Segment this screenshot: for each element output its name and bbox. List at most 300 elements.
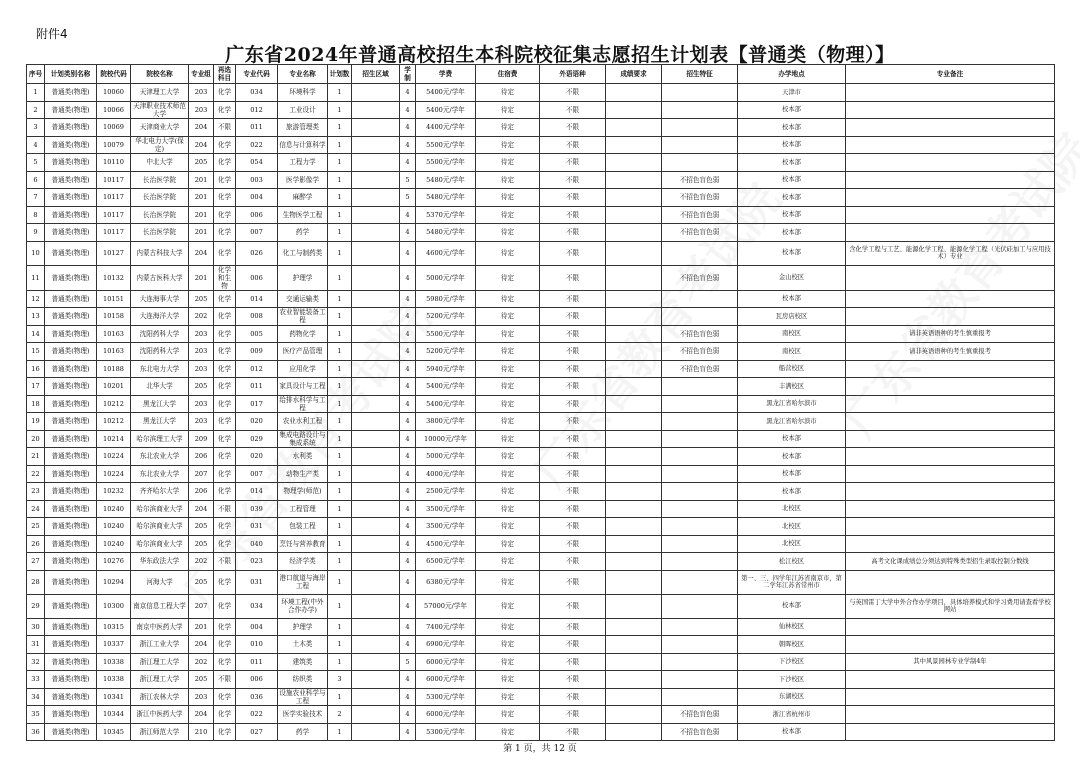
table-cell: 040 bbox=[236, 535, 278, 553]
table-row bbox=[27, 224, 1055, 242]
table-cell: 医学实验技术 bbox=[278, 706, 328, 724]
table-cell: 烹饪与营养教育 bbox=[278, 535, 328, 553]
table-cell bbox=[606, 360, 662, 378]
table-cell: 建筑类 bbox=[278, 653, 328, 671]
table-row bbox=[27, 308, 1055, 326]
table-cell: 校本部 bbox=[738, 594, 846, 618]
table-cell: 东北农业大学 bbox=[131, 448, 189, 466]
table-cell: 东北电力大学 bbox=[131, 360, 189, 378]
table-cell: 护理学 bbox=[278, 618, 328, 636]
table-cell: 北校区 bbox=[738, 518, 846, 536]
table-cell: 普通类(物理) bbox=[45, 395, 97, 413]
table-cell: 不限 bbox=[540, 343, 606, 361]
table-row bbox=[27, 171, 1055, 189]
table-cell bbox=[606, 570, 662, 594]
table-cell: 不限 bbox=[540, 553, 606, 571]
table-cell: 027 bbox=[236, 723, 278, 741]
table-cell: 纺织类 bbox=[278, 671, 328, 689]
table-cell: 经济学类 bbox=[278, 553, 328, 571]
table-cell: 不限 bbox=[540, 570, 606, 594]
table-cell: 校本部 bbox=[738, 119, 846, 137]
table-cell: 瓦房店校区 bbox=[738, 308, 846, 326]
table-cell: 待定 bbox=[476, 395, 540, 413]
table-cell bbox=[606, 723, 662, 741]
table-cell: 普通类(物理) bbox=[45, 653, 97, 671]
table-cell: 4 bbox=[400, 594, 416, 618]
table-cell: 不限 bbox=[214, 500, 236, 518]
table-cell bbox=[662, 413, 738, 431]
table-row bbox=[27, 101, 1055, 119]
table-cell: 化工与制药类 bbox=[278, 241, 328, 265]
table-cell: 化学 bbox=[214, 465, 236, 483]
table-cell: 1 bbox=[328, 653, 352, 671]
table-cell: 普通类(物理) bbox=[45, 154, 97, 172]
table-cell: 14 bbox=[27, 325, 45, 343]
table-cell: 020 bbox=[236, 448, 278, 466]
column-header: 再选科目 bbox=[214, 65, 236, 84]
table-cell: 不招色盲色弱 bbox=[662, 706, 738, 724]
table-cell: 5500元/学年 bbox=[416, 154, 476, 172]
table-cell: 204 bbox=[189, 706, 214, 724]
table-cell: 005 bbox=[236, 325, 278, 343]
table-cell: 土木类 bbox=[278, 636, 328, 654]
table-cell bbox=[606, 706, 662, 724]
table-cell: 待定 bbox=[476, 136, 540, 154]
table-cell: 哈尔滨商业大学 bbox=[131, 500, 189, 518]
table-cell: 10132 bbox=[97, 265, 131, 290]
table-cell: 普通类(物理) bbox=[45, 308, 97, 326]
table-cell: 校本部 bbox=[738, 224, 846, 242]
table-cell: 天津市 bbox=[738, 84, 846, 102]
table-cell bbox=[352, 594, 400, 618]
table-cell: 4 bbox=[400, 343, 416, 361]
table-cell: 水利类 bbox=[278, 448, 328, 466]
table-cell: 4 bbox=[400, 430, 416, 448]
table-cell: 30 bbox=[27, 618, 45, 636]
table-cell bbox=[662, 84, 738, 102]
table-cell: 药学 bbox=[278, 224, 328, 242]
table-cell bbox=[352, 465, 400, 483]
table-cell: 10338 bbox=[97, 653, 131, 671]
table-row bbox=[27, 206, 1055, 224]
table-cell bbox=[352, 636, 400, 654]
table-cell: 003 bbox=[236, 171, 278, 189]
table-cell: 不限 bbox=[540, 395, 606, 413]
table-cell: 普通类(物理) bbox=[45, 360, 97, 378]
table-cell: 204 bbox=[189, 500, 214, 518]
table-cell: 普通类(物理) bbox=[45, 189, 97, 207]
table-cell: 待定 bbox=[476, 448, 540, 466]
table-cell: 205 bbox=[189, 290, 214, 308]
table-cell bbox=[352, 483, 400, 501]
table-cell bbox=[662, 101, 738, 119]
table-cell bbox=[352, 84, 400, 102]
table-cell: 华东政法大学 bbox=[131, 553, 189, 571]
table-cell: 1 bbox=[328, 483, 352, 501]
table-cell bbox=[846, 171, 1055, 189]
table-cell: 船营校区 bbox=[738, 360, 846, 378]
table-cell: 2500元/学年 bbox=[416, 483, 476, 501]
table-cell: 19 bbox=[27, 413, 45, 431]
table-cell: 普通类(物理) bbox=[45, 84, 97, 102]
table-cell: 4 bbox=[400, 413, 416, 431]
table-cell: 普通类(物理) bbox=[45, 206, 97, 224]
table-cell: 请非英语语种的考生慎重报考 bbox=[846, 325, 1055, 343]
table-cell: 待定 bbox=[476, 171, 540, 189]
table-cell: 202 bbox=[189, 653, 214, 671]
table-cell: 4 bbox=[400, 636, 416, 654]
table-cell: 1 bbox=[328, 154, 352, 172]
table-cell: 10345 bbox=[97, 723, 131, 741]
table-cell: 校本部 bbox=[738, 206, 846, 224]
table-cell: 交通运输类 bbox=[278, 290, 328, 308]
table-cell: 1 bbox=[328, 360, 352, 378]
table-cell bbox=[662, 594, 738, 618]
table-cell: 普通类(物理) bbox=[45, 723, 97, 741]
table-cell: 4 bbox=[400, 241, 416, 265]
table-cell: 34 bbox=[27, 688, 45, 706]
table-cell: 不招色盲色弱 bbox=[662, 325, 738, 343]
table-cell: 麻醉学 bbox=[278, 189, 328, 207]
table-cell: 204 bbox=[189, 119, 214, 137]
table-cell: 204 bbox=[189, 241, 214, 265]
table-cell: 10341 bbox=[97, 688, 131, 706]
table-cell bbox=[846, 101, 1055, 119]
table-cell: 5000元/学年 bbox=[416, 265, 476, 290]
table-cell: 12 bbox=[27, 290, 45, 308]
table-cell: 待定 bbox=[476, 688, 540, 706]
table-cell bbox=[352, 154, 400, 172]
table-cell: 朝晖校区 bbox=[738, 636, 846, 654]
column-header: 专业代码 bbox=[236, 65, 278, 84]
table-cell: 1 bbox=[328, 290, 352, 308]
table-cell: 化学 bbox=[214, 570, 236, 594]
table-cell: 哈尔滨商业大学 bbox=[131, 535, 189, 553]
table-cell: 5400元/学年 bbox=[416, 378, 476, 396]
table-cell: 4 bbox=[400, 136, 416, 154]
table-cell bbox=[352, 518, 400, 536]
table-cell: 工业设计 bbox=[278, 101, 328, 119]
table-cell: 化学 bbox=[214, 343, 236, 361]
table-cell bbox=[606, 84, 662, 102]
table-cell: 不限 bbox=[540, 84, 606, 102]
table-cell: 207 bbox=[189, 594, 214, 618]
table-cell: 5480元/学年 bbox=[416, 171, 476, 189]
table-cell: 031 bbox=[236, 570, 278, 594]
table-cell: 4600元/学年 bbox=[416, 241, 476, 265]
table-cell: 不限 bbox=[540, 360, 606, 378]
table-cell: 4 bbox=[400, 706, 416, 724]
table-cell: 不限 bbox=[540, 119, 606, 137]
table-cell: 动物生产类 bbox=[278, 465, 328, 483]
table-cell: 6000元/学年 bbox=[416, 653, 476, 671]
table-cell: 205 bbox=[189, 154, 214, 172]
table-cell: 中北大学 bbox=[131, 154, 189, 172]
table-cell: 化学 bbox=[214, 378, 236, 396]
table-cell: 10276 bbox=[97, 553, 131, 571]
table-cell: 待定 bbox=[476, 265, 540, 290]
table-cell: 4 bbox=[400, 553, 416, 571]
table-cell: 6 bbox=[27, 171, 45, 189]
table-cell bbox=[846, 618, 1055, 636]
table-cell: 6000元/学年 bbox=[416, 671, 476, 689]
table-cell: 4 bbox=[400, 535, 416, 553]
table-cell: 不招色盲色弱 bbox=[662, 189, 738, 207]
attachment-label: 附件4 bbox=[36, 27, 68, 41]
table-cell: 57000元/学年 bbox=[416, 594, 476, 618]
table-cell: 011 bbox=[236, 119, 278, 137]
table-cell: 10151 bbox=[97, 290, 131, 308]
table-cell: 4 bbox=[27, 136, 45, 154]
table-cell bbox=[846, 136, 1055, 154]
table-cell: 南京中医药大学 bbox=[131, 618, 189, 636]
table-cell bbox=[606, 308, 662, 326]
table-row bbox=[27, 706, 1055, 724]
table-cell bbox=[662, 395, 738, 413]
table-cell: 设施农业科学与工程 bbox=[279, 688, 326, 705]
table-cell: 哈尔滨理工大学 bbox=[131, 430, 189, 448]
table-cell bbox=[846, 636, 1055, 654]
column-header: 计划数 bbox=[328, 65, 352, 84]
table-cell: 022 bbox=[236, 706, 278, 724]
table-cell: 不限 bbox=[540, 189, 606, 207]
table-cell: 205 bbox=[189, 518, 214, 536]
table-cell: 17 bbox=[27, 378, 45, 396]
table-cell bbox=[352, 653, 400, 671]
table-cell bbox=[352, 171, 400, 189]
table-cell: 环境工程(中外合作办学) bbox=[278, 594, 328, 618]
table-cell: 205 bbox=[189, 570, 214, 594]
table-cell: 10315 bbox=[97, 618, 131, 636]
table-cell: 不限 bbox=[214, 671, 236, 689]
table-cell: 28 bbox=[27, 570, 45, 594]
table-cell: 含化学工程与工艺、能源化学工程、能源化学工程（光伏硅加工与应用技术）专业 bbox=[846, 241, 1055, 265]
table-cell: 不限 bbox=[540, 378, 606, 396]
table-cell: 10000元/学年 bbox=[416, 430, 476, 448]
table-cell: 022 bbox=[236, 136, 278, 154]
table-cell: 内蒙古医科大学 bbox=[131, 265, 189, 290]
table-cell: 4 bbox=[400, 265, 416, 290]
table-cell: 21 bbox=[27, 448, 45, 466]
table-cell: 待定 bbox=[476, 570, 540, 594]
table-cell: 5 bbox=[400, 171, 416, 189]
table-cell: 化学 bbox=[214, 360, 236, 378]
table-cell: 普通类(物理) bbox=[45, 535, 97, 553]
table-cell: 201 bbox=[189, 171, 214, 189]
table-cell: 204 bbox=[189, 636, 214, 654]
table-cell: 10117 bbox=[97, 171, 131, 189]
table-cell: 普通类(物理) bbox=[45, 265, 97, 290]
table-cell: 2 bbox=[328, 706, 352, 724]
table-cell: 201 bbox=[189, 224, 214, 242]
table-cell: 松江校区 bbox=[738, 553, 846, 571]
table-cell: 1 bbox=[328, 171, 352, 189]
table-cell bbox=[846, 308, 1055, 326]
table-cell bbox=[606, 154, 662, 172]
table-cell: 10127 bbox=[97, 241, 131, 265]
table-cell bbox=[662, 136, 738, 154]
table-cell bbox=[606, 636, 662, 654]
table-cell: 不限 bbox=[540, 136, 606, 154]
table-cell: 4 bbox=[400, 671, 416, 689]
table-cell: 7 bbox=[27, 189, 45, 207]
table-cell: 化学 bbox=[214, 136, 236, 154]
table-cell: 1 bbox=[328, 636, 352, 654]
table-cell bbox=[606, 535, 662, 553]
table-cell bbox=[352, 101, 400, 119]
table-cell: 长治医学院 bbox=[131, 171, 189, 189]
table-row bbox=[27, 723, 1055, 741]
table-cell: 待定 bbox=[476, 343, 540, 361]
table-cell: 26 bbox=[27, 535, 45, 553]
table-cell: 待定 bbox=[476, 706, 540, 724]
table-cell: 006 bbox=[236, 265, 278, 290]
table-cell: 10 bbox=[27, 241, 45, 265]
table-cell: 4 bbox=[400, 618, 416, 636]
table-cell: 不限 bbox=[540, 448, 606, 466]
table-cell: 化学 bbox=[214, 448, 236, 466]
table-cell bbox=[606, 378, 662, 396]
table-cell: 4 bbox=[400, 483, 416, 501]
table-header-row bbox=[27, 65, 1055, 84]
table-cell: 普通类(物理) bbox=[45, 290, 97, 308]
table-cell: 5000元/学年 bbox=[416, 448, 476, 466]
table-cell: 13 bbox=[27, 308, 45, 326]
table-cell: 1 bbox=[328, 688, 352, 706]
table-cell: 5200元/学年 bbox=[416, 343, 476, 361]
table-cell: 北校区 bbox=[738, 535, 846, 553]
table-cell: 205 bbox=[189, 535, 214, 553]
table-cell: 026 bbox=[236, 241, 278, 265]
table-cell: 待定 bbox=[476, 206, 540, 224]
table-cell: 待定 bbox=[476, 553, 540, 571]
table-cell: 不限 bbox=[540, 308, 606, 326]
table-cell: 6380元/学年 bbox=[416, 570, 476, 594]
table-cell: 10294 bbox=[97, 570, 131, 594]
table-cell bbox=[352, 224, 400, 242]
table-cell: 205 bbox=[189, 671, 214, 689]
table-cell: 不招色盲色弱 bbox=[662, 265, 738, 290]
table-cell: 036 bbox=[236, 688, 278, 706]
table-cell bbox=[846, 671, 1055, 689]
table-cell: 化学 bbox=[214, 413, 236, 431]
table-cell: 209 bbox=[189, 430, 214, 448]
table-cell: 1 bbox=[328, 535, 352, 553]
table-cell: 待定 bbox=[476, 636, 540, 654]
table-cell: 不限 bbox=[540, 290, 606, 308]
table-cell: 给排水科学与工程 bbox=[279, 395, 326, 412]
table-cell: 哈尔滨商业大学 bbox=[131, 518, 189, 536]
table-cell: 5940元/学年 bbox=[416, 360, 476, 378]
table-cell: 北华大学 bbox=[131, 378, 189, 396]
table-cell bbox=[846, 189, 1055, 207]
table-cell bbox=[662, 688, 738, 706]
table-cell: 北校区 bbox=[738, 500, 846, 518]
table-cell: 校本部 bbox=[738, 430, 846, 448]
table-cell bbox=[846, 119, 1055, 137]
table-cell bbox=[606, 325, 662, 343]
table-cell: 029 bbox=[236, 430, 278, 448]
table-cell: 港口航道与海岸工程 bbox=[278, 570, 328, 594]
table-cell: 201 bbox=[189, 618, 214, 636]
table-cell: 10158 bbox=[97, 308, 131, 326]
table-cell: 信息与计算科学 bbox=[278, 136, 328, 154]
table-cell: 6500元/学年 bbox=[416, 553, 476, 571]
table-cell: 4 bbox=[400, 360, 416, 378]
table-cell bbox=[352, 136, 400, 154]
table-cell: 006 bbox=[236, 206, 278, 224]
table-cell: 006 bbox=[236, 671, 278, 689]
table-cell: 下沙校区 bbox=[738, 671, 846, 689]
table-cell: 齐齐哈尔大学 bbox=[131, 483, 189, 501]
table-cell: 1 bbox=[328, 224, 352, 242]
table-cell: 待定 bbox=[476, 290, 540, 308]
table-cell: 20 bbox=[27, 430, 45, 448]
table-cell: 1 bbox=[328, 378, 352, 396]
table-cell bbox=[846, 224, 1055, 242]
table-cell: 不限 bbox=[540, 171, 606, 189]
table-cell: 天津职业技术师范大学 bbox=[131, 101, 189, 119]
table-cell bbox=[662, 483, 738, 501]
table-row bbox=[27, 688, 1055, 706]
table-cell: 农业智能装备工程 bbox=[279, 308, 326, 325]
table-cell bbox=[352, 325, 400, 343]
table-cell: 待定 bbox=[476, 518, 540, 536]
table-cell: 不限 bbox=[540, 706, 606, 724]
table-cell: 不招色盲色弱 bbox=[662, 171, 738, 189]
table-cell bbox=[606, 465, 662, 483]
table-cell bbox=[846, 290, 1055, 308]
table-cell: 10300 bbox=[97, 594, 131, 618]
table-cell bbox=[846, 518, 1055, 536]
table-cell: 203 bbox=[189, 688, 214, 706]
table-cell bbox=[606, 518, 662, 536]
table-cell: 10069 bbox=[97, 119, 131, 137]
table-cell: 1 bbox=[328, 84, 352, 102]
table-cell: 不限 bbox=[540, 671, 606, 689]
table-cell: 待定 bbox=[476, 430, 540, 448]
table-cell: 化学 bbox=[214, 706, 236, 724]
table-cell bbox=[606, 594, 662, 618]
table-cell: 旅游管理类 bbox=[278, 119, 328, 137]
table-cell: 校本部 bbox=[738, 241, 846, 265]
table-cell: 普通类(物理) bbox=[45, 636, 97, 654]
table-cell: 化学 bbox=[214, 395, 236, 413]
table-row bbox=[27, 119, 1055, 137]
table-cell: 3 bbox=[27, 119, 45, 137]
table-cell: 不限 bbox=[540, 241, 606, 265]
table-cell: 32 bbox=[27, 653, 45, 671]
table-cell: 4400元/学年 bbox=[416, 119, 476, 137]
table-cell bbox=[662, 618, 738, 636]
table-cell bbox=[846, 723, 1055, 741]
table-cell bbox=[352, 413, 400, 431]
table-cell: 黑龙江大学 bbox=[131, 413, 189, 431]
table-cell: 普通类(物理) bbox=[45, 378, 97, 396]
table-cell: 011 bbox=[236, 378, 278, 396]
table-cell: 10240 bbox=[97, 535, 131, 553]
table-cell: 014 bbox=[236, 290, 278, 308]
table-cell: 待定 bbox=[476, 101, 540, 119]
table-cell bbox=[352, 500, 400, 518]
table-cell bbox=[606, 224, 662, 242]
table-cell: 7400元/学年 bbox=[416, 618, 476, 636]
table-row bbox=[27, 518, 1055, 536]
table-cell: 不限 bbox=[540, 500, 606, 518]
table-cell bbox=[606, 483, 662, 501]
table-cell: 浙江理工大学 bbox=[131, 653, 189, 671]
table-cell: 化学 bbox=[214, 189, 236, 207]
